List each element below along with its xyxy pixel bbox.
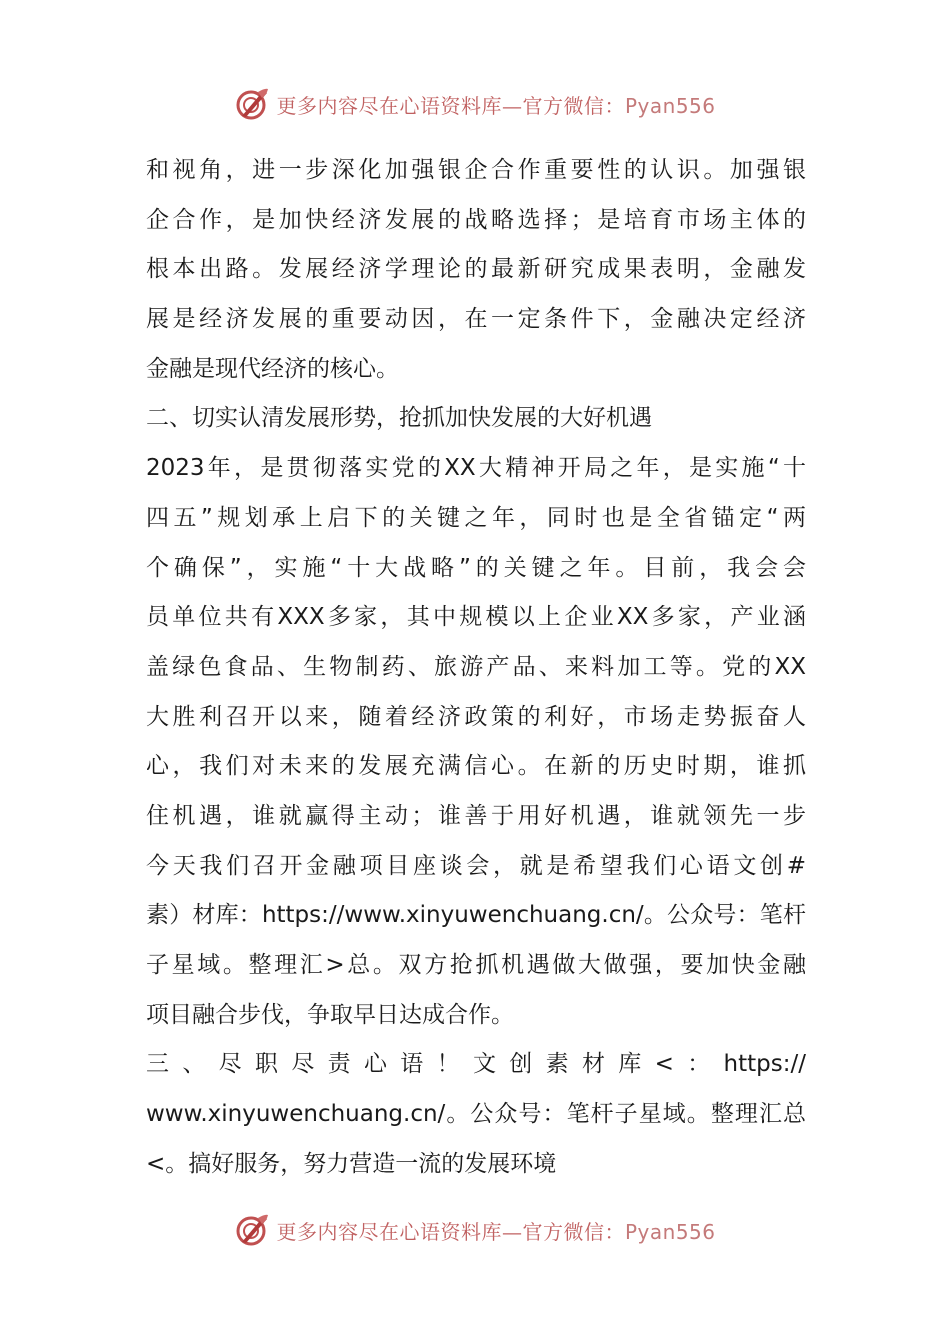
body-line-14: 住机遇，谁就赢得主动；谁善于用好机遇，谁就领先一步 [146, 802, 806, 829]
body-line-21: <。搞好服务，努力营造一流的发展环境 [146, 1150, 557, 1177]
body-line-16: 素）材库：https://www.xinyuwenchuang.cn/。公众号：笔杆 [146, 902, 806, 929]
section-heading-3: 三、尽职尽责心语！文创素材库<：https:// [146, 1051, 806, 1078]
body-line-7: 2023年，是贯彻落实党的XX大精神开局之年，是实施“十 [146, 455, 806, 482]
footer-banner-main: 更多内容尽在心语资料库 [276, 1219, 502, 1244]
body-line-8: 四五”规划承上启下的关键之年，同时也是全省锚定“两 [146, 504, 806, 531]
header-banner-text [276, 90, 715, 119]
body-line-10: 员单位共有XXX多家，其中规模以上企业XX多家，产业涵 [146, 604, 806, 631]
quill-logo-icon [234, 1212, 270, 1248]
body-line-13: 心，我们对未来的发展充满信心。在新的历史时期，谁抓 [146, 753, 806, 780]
body-line-1: 和视角，进一步深化加强银企合作重要性的认识。加强银 [146, 157, 806, 183]
body-line-15: 今天我们召开金融项目座谈会，就是希望我们心语文创# [146, 852, 806, 879]
body-line-20: www.xinyuwenchuang.cn/。公众号：笔杆子星域。整理汇总 [146, 1101, 806, 1128]
header-banner-sep: — [501, 93, 523, 118]
header-banner-main: 更多内容尽在心语资料库 [276, 93, 502, 118]
body-line-9: 个确保”，实施“十大战略”的关键之年。目前，我会会 [146, 554, 806, 581]
body-line-12: 大胜利召开以来，随着经济政策的利好，市场走势振奋人 [146, 703, 806, 730]
section-heading-2: 二、切实认清发展形势，抢抓加快发展的大好机遇 [146, 405, 652, 432]
body-line-3: 根本出路。发展经济学理论的最新研究成果表明，金融发 [146, 256, 806, 283]
body-line-2: 企合作，是加快经济发展的战略选择；是培育市场主体的 [146, 206, 806, 233]
footer-banner-wechat: Pyan556 [624, 1219, 716, 1244]
footer-banner-text [276, 1216, 715, 1245]
header-banner-wechat: Pyan556 [624, 93, 716, 118]
footer-banner-sep: — [501, 1219, 523, 1244]
quill-logo-icon [234, 86, 270, 122]
body-line-17: 子星域。整理汇>总。双方抢抓机遇做大做强，要加快金融 [146, 952, 806, 978]
body-line-5: 金融是现代经济的核心。 [146, 355, 399, 382]
footer-banner [0, 1210, 950, 1250]
document-body [146, 146, 806, 1189]
body-line-11: 盖绿色食品、生物制药、旅游产品、来料加工等。党的XX [146, 653, 806, 680]
body-line-18: 项目融合步伐，争取早日达成合作。 [146, 1001, 514, 1028]
body-line-4: 展是经济发展的重要动因，在一定条件下，金融决定经济 [146, 306, 806, 333]
header-banner-official: 官方微信： [522, 93, 625, 118]
header-banner [0, 84, 950, 124]
footer-banner-official: 官方微信： [522, 1219, 625, 1244]
